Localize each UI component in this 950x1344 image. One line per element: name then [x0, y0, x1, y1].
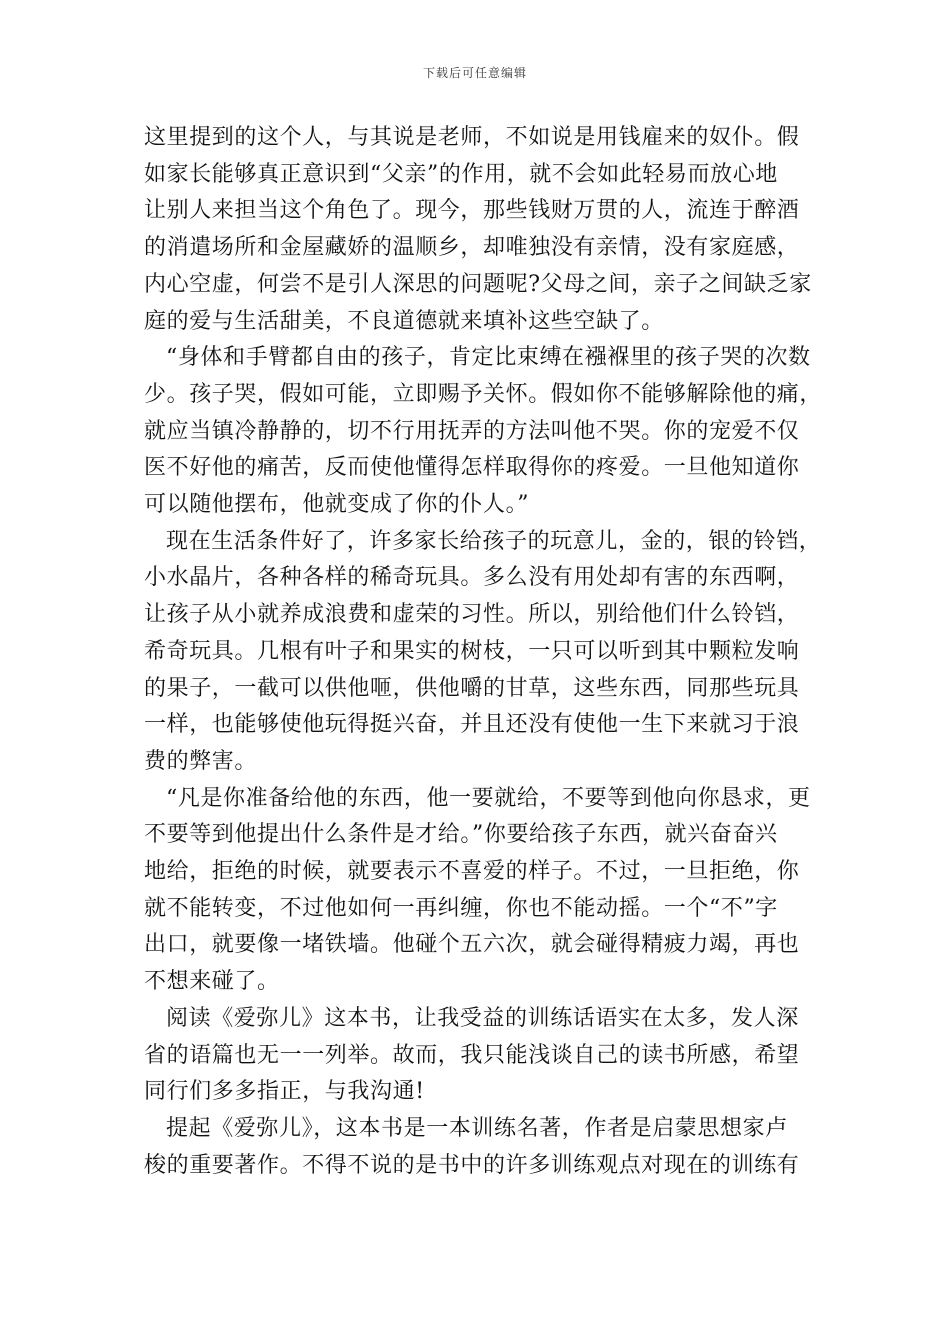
document-body: [144, 120, 824, 1184]
text-line: 同行们多多指正，与我沟通!: [144, 1079, 425, 1105]
text-line: 让孩子从小就养成浪费和虚荣的习性。所以，别给他们什么铃铛，: [144, 602, 800, 628]
text-line: “凡是你准备给他的东西，他一要就给，不要等到他向你恳求，更: [166, 785, 811, 811]
text-line: 地给，拒绝的时候，就要表示不喜爱的样子。不过，一旦拒绝，你: [144, 859, 800, 885]
text-line: 不要等到他提出什么条件是才给。”你要给孩子东西，就兴奋奋兴: [144, 822, 778, 848]
text-line: 一样，也能够使他玩得挺兴奋，并且还没有使他一生下来就习于浪: [144, 712, 800, 738]
text-line: 就不能转变，不过他如何一再纠缠，你也不能动摇。一个“不”字: [144, 895, 778, 921]
text-line: 提起《爱弥儿》，这本书是一本训练名著，作者是启蒙思想家卢: [166, 1115, 788, 1141]
paragraph: [144, 524, 824, 781]
text-line: 现在生活条件好了，许多家长给孩子的玩意儿，金的，银的铃铛，: [166, 528, 822, 554]
page-header: 下载后可任意编辑: [422, 66, 527, 80]
text-line: 就应当镇冷静静的，切不行用抚弄的方法叫他不哭。你的宠爱不仅: [144, 418, 800, 444]
text-line: 费的弊害。: [144, 748, 258, 774]
text-line: 省的语篇也无一一列举。故而，我只能浅谈自己的读书所感，希望: [144, 1042, 800, 1068]
text-line: 的果子，一截可以供他咂，供他嚼的甘草，这些东西，同那些玩具: [144, 675, 800, 701]
text-line: 这里提到的这个人，与其说是老师，不如说是用钱雇来的奴仆。假: [144, 125, 800, 150]
text-line: 小水晶片，各种各样的稀奇玩具。多么没有用处却有害的东西啊，: [144, 565, 800, 591]
text-line: 庭的爱与生活甜美，不良道德就来填补这些空缺了。: [144, 308, 664, 334]
paragraph: [144, 1111, 824, 1184]
text-line: 如家长能够真正意识到“父亲”的作用，就不会如此轻易而放心地: [144, 161, 778, 187]
text-line: 阅读《爱弥儿》这本书，让我受益的训练话语实在太多，发人深: [166, 1005, 799, 1031]
paragraph: [144, 781, 824, 1001]
paragraph: [144, 1001, 824, 1111]
text-line: “身体和手臂都自由的孩子，肯定比束缚在襁褓里的孩子哭的次数: [166, 345, 811, 371]
text-line: 少。孩子哭，假如可能，立即赐予关怀。假如你不能够解除他的痛，: [144, 381, 823, 407]
paragraph: [144, 120, 824, 340]
text-line: 医不好他的痛苦，反而使他懂得怎样取得你的疼爱。一旦他知道你: [144, 455, 800, 481]
text-line: 可以随他摆布，他就变成了你的仆人。”: [144, 492, 530, 518]
text-line: 梭的重要著作。不得不说的是书中的许多训练观点对现在的训练有: [144, 1152, 800, 1178]
paragraph: [144, 340, 824, 524]
text-line: 内心空虚，何尝不是引人深思的问题呢?父母之间，亲子之间缺乏家: [144, 271, 812, 297]
text-line: 让别人来担当这个角色了。现今，那些钱财万贯的人，流连于醉酒: [144, 198, 800, 224]
text-line: 不想来碰了。: [144, 969, 280, 995]
text-line: 希奇玩具。几根有叶子和果实的树枝，一只可以听到其中颗粒发响: [144, 638, 800, 664]
text-line: 出口，就要像一堵铁墙。他碰个五六次，就会碰得精疲力竭，再也: [144, 932, 800, 958]
text-line: 的消遣场所和金屋藏娇的温顺乡，却唯独没有亲情，没有家庭感，: [144, 235, 800, 261]
